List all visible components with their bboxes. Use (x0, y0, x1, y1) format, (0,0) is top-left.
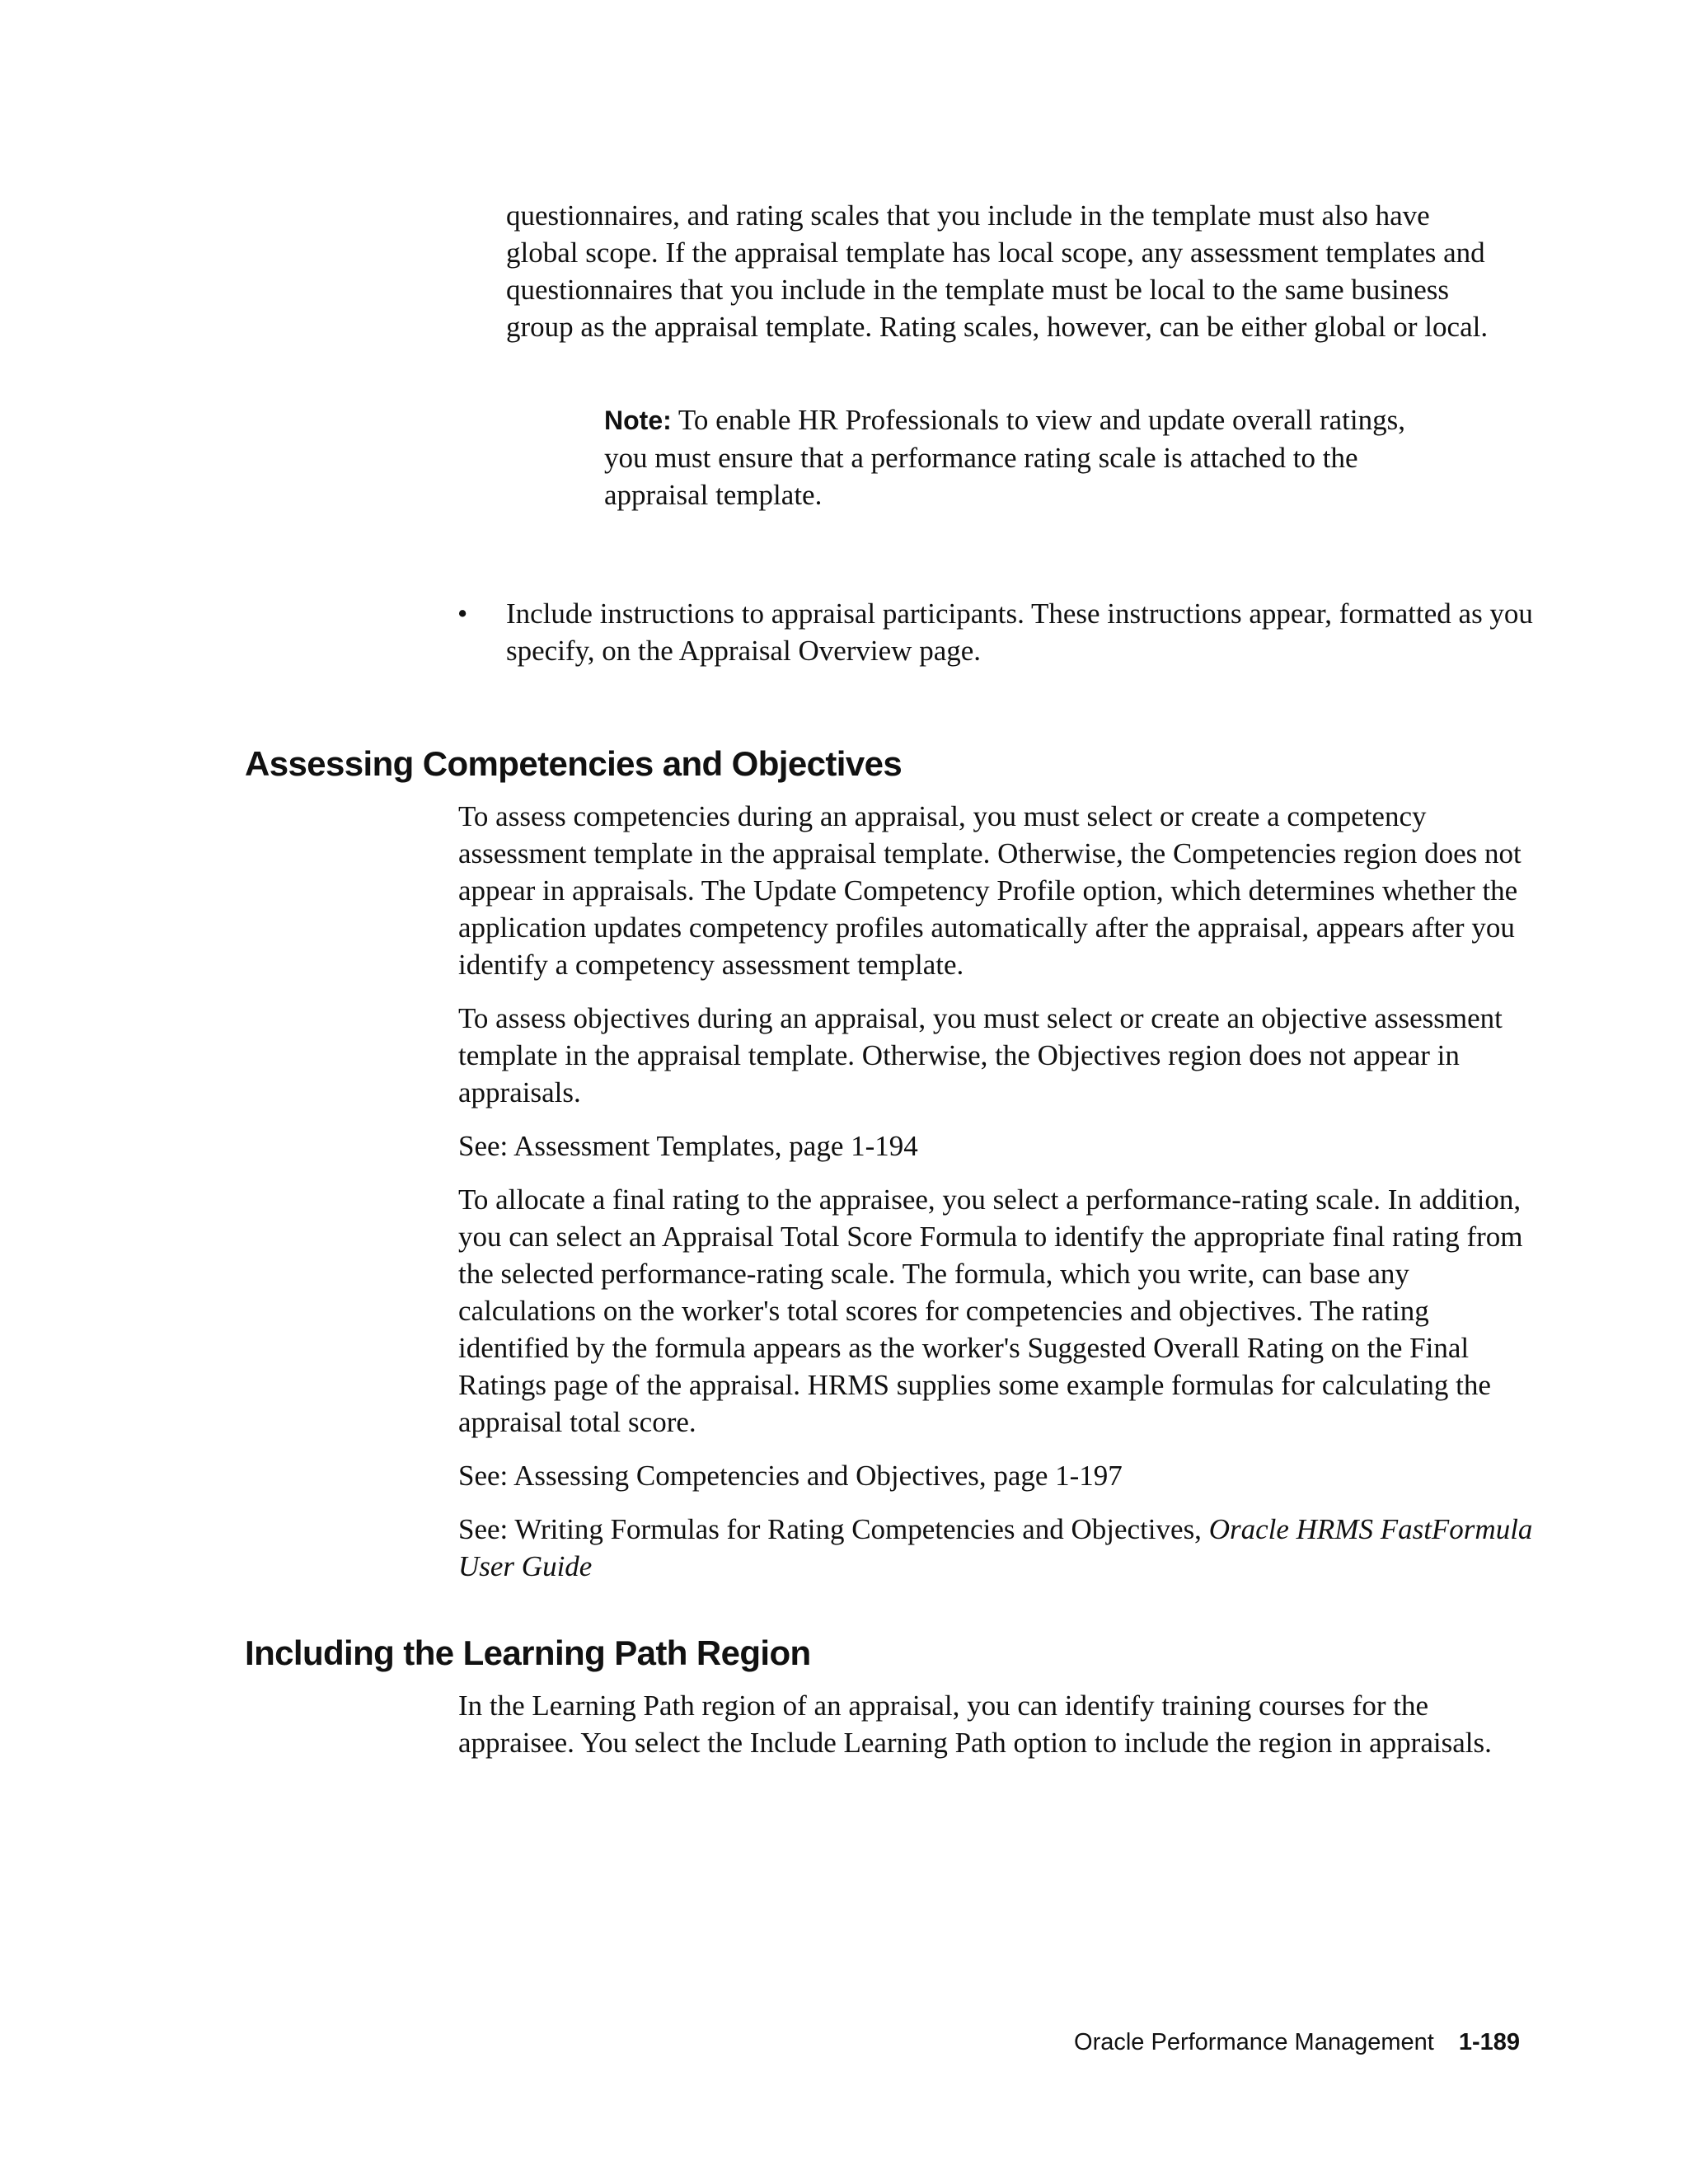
cross-reference: See: Assessment Templates, page 1-194 (458, 1130, 918, 1162)
section-heading-learning-path: Including the Learning Path Region (245, 1633, 811, 1672)
paragraph: To assess competencies during an appraisal, you must select or create a competency assessment template in the appraisal template. Otherwise, the Competencies region does not appear in appraisals. The Update Competency Profile option, which determines whether the application updates competency profiles automatically after the appraisal, appears after you identify a competency assessment template. (458, 800, 1522, 981)
page-number: 1-189 (1458, 2029, 1520, 2055)
footer-title: Oracle Performance Management (1074, 2029, 1434, 2055)
bullet-item: Include instructions to appraisal participants. These instructions appear, formatted as you specify, on the Appraisal Overview page. (506, 598, 1533, 667)
cross-reference (458, 1511, 1538, 1585)
section-body-learning-path (458, 1687, 1538, 1761)
cross-reference: See: Assessing Competencies and Objectives, page 1-197 (458, 1460, 1123, 1492)
note-label: Note: (604, 405, 672, 435)
paragraph: To assess objectives during an appraisal, you must select or create an objective assessment template in the appraisal template. Otherwise, the Objectives region does not appear in appraisals. (458, 1002, 1503, 1108)
section-heading-assessing: Assessing Competencies and Objectives (245, 744, 903, 783)
page-footer (1074, 2026, 1520, 2059)
paragraph: In the Learning Path region of an appraisal, you can identify training courses for the appraisee. You select the Include Learning Path option to include the region in appraisals. (458, 1690, 1492, 1759)
bullet-marker: • (457, 598, 468, 630)
note-text: To enable HR Professionals to view and update overall ratings, you must ensure that a performance rating scale is attached to the appraisal template. (604, 404, 1405, 511)
section-body-assessing (458, 798, 1538, 1585)
note-block (604, 401, 1428, 513)
xref-book-title: Oracle HRMS FastFormula User Guide (458, 1513, 1533, 1582)
intro-paragraph: questionnaires, and rating scales that you include in the template must also have global scope. If the appraisal template has local scope, any assessment templates and questionnaires that you include in the template must be local to the same business group as the appraisal template. Rating scales, however, can be either global or local. (506, 199, 1489, 343)
paragraph: To allocate a final rating to the appraisee, you select a performance-rating scale. In addition, you can select an Appraisal Total Score Formula to identify the appropriate final rating from the selected performance-rating scale. The formula, which you write, can base any calculations on the worker's total scores for competencies and objectives. The rating identified by the formula appears as the worker's Suggested Overall Rating on the Final Ratings page of the appraisal. HRMS supplies some example formulas for calculating the appraisal total score. (458, 1183, 1523, 1438)
xref-prefix: See: Writing Formulas for Rating Competencies and Objectives, (458, 1513, 1209, 1545)
